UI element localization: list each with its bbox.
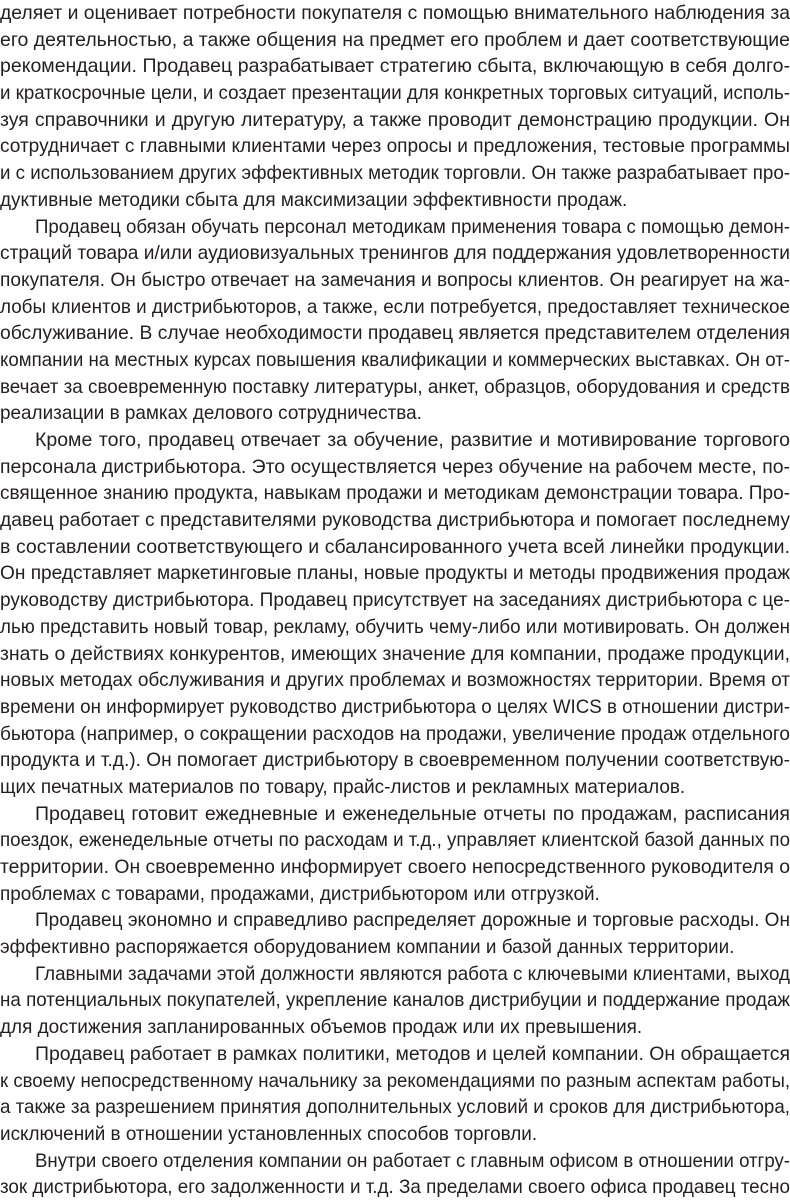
text-line-content: его деятельностью, а также общения на предмет его проблем и дает соответствующие <box>0 28 790 51</box>
text-line-content: персонала дистрибьютора. Это осуществляется через обучение на рабочем месте, по- <box>0 455 790 478</box>
text-line <box>0 721 790 748</box>
text-line <box>0 1068 790 1095</box>
text-line <box>0 107 790 134</box>
text-line-content: дуктивные методики сбыта для максимизации эффективности продаж. <box>0 188 628 211</box>
text-line <box>0 1174 790 1201</box>
text-line-content: и краткосрочные цели, и создает презентации для конкретных торговых ситуаций, исполь- <box>0 82 790 105</box>
text-line <box>0 534 790 561</box>
paragraph <box>0 1041 790 1148</box>
text-line-content: реализации в рамках делового сотрудничества. <box>0 402 422 425</box>
text-line <box>0 1014 790 1041</box>
text-line <box>0 907 790 934</box>
text-line-content: на потенциальных покупателей, укрепление каналов дистрибуции и поддержание продаж <box>0 989 790 1012</box>
text-line <box>0 187 790 214</box>
text-line <box>0 0 790 27</box>
text-line <box>0 454 790 481</box>
text-line-content: Внутри своего отделения компании он работает с главным офисом в отношении отгру- <box>35 1149 790 1172</box>
text-line-content: обслуживание. В случае необходимости продавец является представителем отделения <box>0 322 790 345</box>
text-line-content: исключений в отношении установленных способов торговли. <box>0 1122 538 1145</box>
text-line-content: в составлении соответствующего и сбалансированного учета всей линейки продукции. <box>0 535 790 558</box>
text-line-content: и с использованием других эффективных методик торговли. Он также разрабатывает про- <box>0 162 790 185</box>
text-line <box>0 267 790 294</box>
text-line <box>0 374 790 401</box>
text-line-content: новых методах обслуживания и других проблемах и возможностях территории. Время от <box>0 669 790 692</box>
paragraph <box>0 1148 790 1201</box>
text-line-content: сотрудничает с главными клиентами через опросы и предложения, тестовые программы <box>0 135 790 158</box>
text-line <box>0 480 790 507</box>
text-line <box>0 1041 790 1068</box>
text-line-content: давец работает с представителями руководства дистрибьютора и помогает последнему <box>0 509 790 532</box>
text-line-content: бьютора (например, о сокращении расходов на продажи, увеличение продаж отдельного <box>0 722 790 745</box>
text-line-content: Главными задачами этой должности являются работа с ключевыми клиентами, выход <box>35 962 790 985</box>
text-line <box>0 133 790 160</box>
text-line-content: Продавец работает в рамках политики, методов и целей компании. Он обращается <box>35 1042 790 1065</box>
text-line <box>0 1148 790 1175</box>
text-line-content: территории. Он своевременно информирует своего непосредственного руководителя о <box>0 856 790 878</box>
text-line-content: Продавец обязан обучать персонал методикам применения товара с помощью демон- <box>35 215 790 238</box>
text-line-content: лобы клиентов и дистрибьюторов, а также, если потребуется, предоставляет техническое <box>0 295 790 318</box>
text-line <box>0 427 790 454</box>
text-line <box>0 400 790 427</box>
text-line-content: вечает за своевременную поставку литературы, анкет, образцов, оборудования и средств <box>0 375 790 398</box>
text-line <box>0 560 790 587</box>
text-line <box>0 27 790 54</box>
paragraph <box>0 961 790 1041</box>
text-line <box>0 747 790 774</box>
text-line-content: Продавец готовит ежедневные и еженедельные отчеты по продажам, расписания <box>35 802 790 825</box>
text-line <box>0 881 790 908</box>
text-line-content: поездок, еженедельные отчеты по расходам и т.д., управляет клиентской базой данных по <box>0 829 790 852</box>
paragraph <box>0 907 790 960</box>
text-line-content: проблемах с товарами, продажами, дистрибьютором или отгрузкой. <box>0 882 600 905</box>
text-line-content: лью представить новый товар, рекламу, обучить чему-либо или мотивировать. Он должен <box>0 615 790 638</box>
text-line <box>0 961 790 988</box>
text-line-content: к своему непосредственному начальнику за рекомендациями по разным аспектам работы, <box>0 1069 790 1092</box>
text-line <box>0 294 790 321</box>
text-line-content: щих печатных материалов по товару, прайс-листов и рекламных материалов. <box>0 775 686 798</box>
text-line <box>0 160 790 187</box>
text-line <box>0 347 790 374</box>
text-line-content: Он представляет маркетинговые планы, новые продукты и методы продвижения продаж <box>0 562 790 585</box>
paragraph <box>0 0 790 214</box>
text-line <box>0 507 790 534</box>
text-line-content: покупателя. Он быстро отвечает на замечания и вопросы клиентов. Он реагирует на жа- <box>0 268 790 291</box>
text-line <box>0 801 790 828</box>
paragraph <box>0 801 790 908</box>
text-line-content: а также за разрешением принятия дополнительных условий и сроков для дистрибьютора, <box>0 1096 790 1119</box>
text-line <box>0 1094 790 1121</box>
paragraph <box>0 214 790 428</box>
text-line <box>0 53 790 80</box>
text-line <box>0 587 790 614</box>
text-line-content: времени он информирует руководство дистрибьютора о целях WICS в отношении дистри- <box>0 695 790 718</box>
text-line-content: продукта и т.д.). Он помогает дистрибьютору в своевременном получении соответствую- <box>0 749 790 772</box>
text-line <box>0 80 790 107</box>
text-line <box>0 694 790 721</box>
text-line <box>0 774 790 801</box>
text-line-content: Продавец экономно и справедливо распределяет дорожные и торговые расходы. Он <box>35 909 790 932</box>
text-line <box>0 1121 790 1148</box>
text-line-content: страций товара и/или аудиовизуальных тренингов для поддержания удовлетворенности <box>0 242 790 265</box>
text-line <box>0 667 790 694</box>
text-line <box>0 987 790 1014</box>
text-line <box>0 320 790 347</box>
text-line-content: для достижения запланированных объемов продаж или их превышения. <box>0 1016 643 1039</box>
text-line-content: зуя справочники и другую литературу, а также проводит демонстрацию продукции. Он <box>0 108 790 131</box>
text-line-content: рекомендации. Продавец разрабатывает стратегию сбыта, включающую в себя долго- <box>0 55 790 78</box>
text-line-content: эффективно распоряжается оборудованием компании и базой данных территории. <box>0 936 735 959</box>
text-line-content: Кроме того, продавец отвечает за обучение, развитие и мотивирование торгового <box>35 429 790 451</box>
text-line <box>0 854 790 881</box>
text-line <box>0 614 790 641</box>
text-line-content: деляет и оценивает потребности покупателя с помощью внимательного наблюдения за <box>0 2 790 24</box>
paragraph <box>0 427 790 801</box>
text-line-content: компании на местных курсах повышения квалификации и коммерческих выставках. Он от- <box>0 348 790 371</box>
text-line-content: священное знанию продукта, навыкам продажи и методикам демонстрации товара. Про- <box>0 482 790 505</box>
text-line <box>0 641 790 668</box>
text-line-content: знать о действиях конкурентов, имеющих значение для компании, продаже продукции, <box>0 642 790 665</box>
text-line-content: зок дистрибьютора, его задолженности и т.д. За пределами своего офиса продавец тесно <box>0 1176 790 1199</box>
text-line <box>0 214 790 241</box>
text-line-content: руководству дистрибьютора. Продавец присутствует на заседаниях дистрибьютора с це- <box>0 589 790 612</box>
text-line <box>0 240 790 267</box>
text-line <box>0 934 790 961</box>
text-line <box>0 827 790 854</box>
